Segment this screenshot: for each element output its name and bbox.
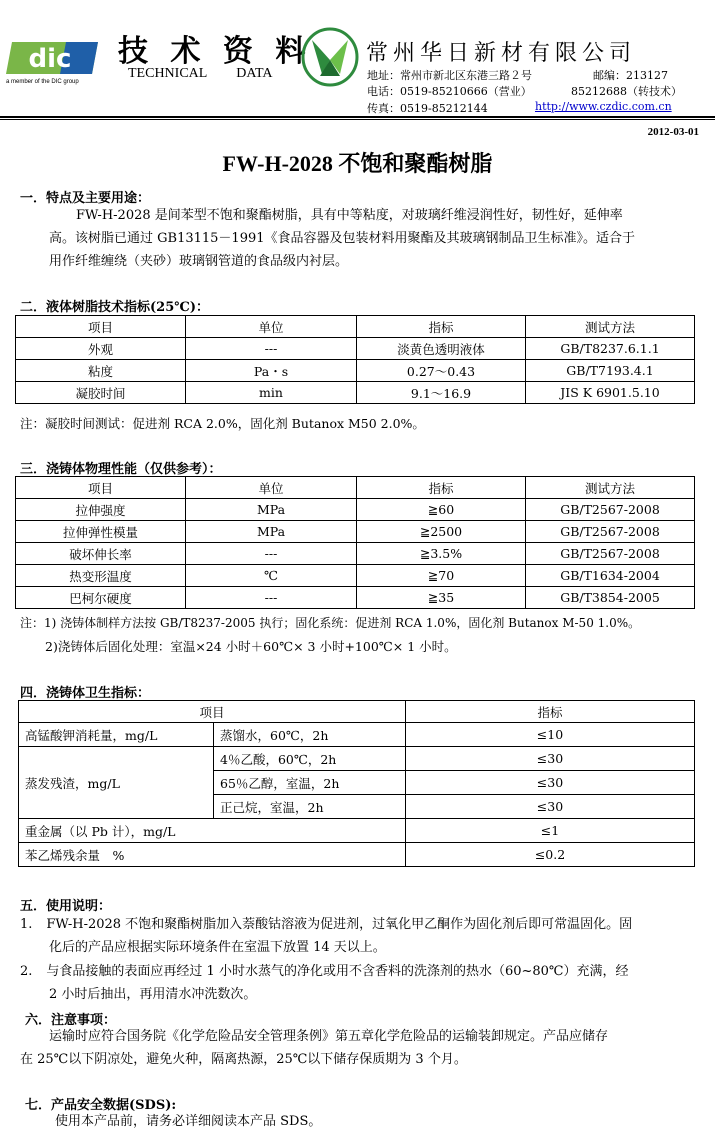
table-cell: ≤0.2: [406, 843, 695, 867]
table-cell: 重金属（以 Pb 计），mg/L: [19, 819, 406, 843]
table-cell: GB/T1634-2004: [526, 565, 695, 587]
table-row: [19, 819, 695, 843]
header-divider-thin: [0, 119, 715, 120]
section2-note: 注：凝胶时间测试：促进剂 RCA 2.0%，固化剂 Butanox M50 2.0%。: [20, 416, 425, 431]
table-row: [16, 521, 695, 543]
table-header-cell: 测试方法: [526, 477, 695, 499]
dic-caption: a member of the DIC group: [6, 79, 79, 85]
table-cell: 9.1～16.9: [357, 382, 526, 404]
table-cell: Pa・s: [186, 360, 357, 382]
usage-item-2: [20, 960, 628, 983]
table-header-cell: 单位: [186, 477, 357, 499]
table-header-cell: 指标: [406, 701, 695, 723]
table-cell: JIS K 6901.5.10: [526, 382, 695, 404]
section1-line-1: FW-H-2028 是间苯型不饱和聚酯树脂，具有中等粘度，对玻璃纤维浸润性好，韧性好，延伸率: [76, 208, 623, 223]
table-cell: ℃: [186, 565, 357, 587]
company-address: 地址：常州市新北区东港三路２号: [367, 69, 532, 82]
table-cell: 破坏伸长率: [16, 543, 186, 565]
company-name: 常州华日新材有限公司: [366, 41, 637, 66]
table-cell: ≧2500: [357, 521, 526, 543]
table-header-row: [16, 477, 695, 499]
hygiene-index-table: [18, 700, 695, 867]
table-row: [16, 338, 695, 360]
usage-item-1-line-2: 化后的产品应根据实际环境条件在室温下放置 14 天以上。: [49, 940, 386, 955]
table-header-row: [16, 316, 695, 338]
section1-line-3: 用作纤维缠绕（夹砂）玻璃钢管道的食品级内衬层。: [49, 254, 349, 269]
table-cell: 苯乙烯残余量 %: [19, 843, 406, 867]
table-cell: GB/T3854-2005: [526, 587, 695, 609]
table-cell: ≧35: [357, 587, 526, 609]
section3-note-1: 注：1) 浇铸体制样方法按 GB/T8237-2005 执行；固化系统：促进剂 RCA 1.0%，固化剂 Butanox M-50 1.0%。: [20, 616, 641, 630]
table-cell: GB/T2567-2008: [526, 499, 695, 521]
table-cell: GB/T2567-2008: [526, 543, 695, 565]
table-cell: ≤1: [406, 819, 695, 843]
usage-item-2-number: 2.: [20, 964, 33, 979]
doc-type-title: 技 术 资 料: [118, 34, 312, 69]
table-header-cell: 指标: [357, 477, 526, 499]
company-postcode: 邮编：213127: [593, 69, 668, 82]
table-cell: ≤30: [406, 747, 695, 771]
section5-heading: 五．使用说明：: [20, 899, 112, 914]
company-logo-icon: [300, 26, 360, 88]
header-divider: [0, 116, 715, 118]
usage-item-1-number: 1.: [20, 917, 33, 932]
table-header-cell: 项目: [16, 477, 186, 499]
table-cell: 蒸发残渣，mg/L: [19, 747, 214, 819]
table-cell: 巴柯尔硬度: [16, 587, 186, 609]
table-cell: ---: [186, 543, 357, 565]
table-cell: 拉伸弹性模量: [16, 521, 186, 543]
table-header-cell: 项目: [16, 316, 186, 338]
cast-physical-properties-table: [15, 476, 695, 609]
table-cell: ≤30: [406, 795, 695, 819]
table-cell: ≤10: [406, 723, 695, 747]
table-row: [16, 543, 695, 565]
section7-heading: 七．产品安全数据(SDS):: [25, 1098, 177, 1113]
dic-logo-text: dic: [28, 44, 72, 74]
table-row: [16, 382, 695, 404]
table-cell: MPa: [186, 521, 357, 543]
product-title: FW-H-2028 不饱和聚酯树脂: [222, 151, 493, 176]
table-header-cell: 单位: [186, 316, 357, 338]
table-row: [16, 565, 695, 587]
table-cell: ≧3.5%: [357, 543, 526, 565]
table-row: [16, 587, 695, 609]
usage-item-2-line-2: 2 小时后抽出，再用清水冲洗数次。: [49, 987, 257, 1002]
table-header-cell: 测试方法: [526, 316, 695, 338]
table-cell: 拉伸强度: [16, 499, 186, 521]
liquid-resin-spec-table: [15, 315, 695, 404]
usage-item-2-line-1: 与食品接触的表面应再经过 1 小时水蒸气的净化或用不含香料的洗涤剂的热水（60~80℃）充满，经: [46, 964, 629, 979]
table-cell: ---: [186, 587, 357, 609]
table-cell: 4％乙酸，60℃，2h: [214, 747, 406, 771]
section4-heading: 四．浇铸体卫生指标：: [20, 686, 151, 701]
table-row: [19, 723, 695, 747]
table-cell: GB/T2567-2008: [526, 521, 695, 543]
table-header-row: [19, 701, 695, 723]
table-cell: 凝胶时间: [16, 382, 186, 404]
dic-logo-icon: [6, 38, 102, 78]
document-date: 2012-03-01: [647, 126, 699, 138]
table-cell: ---: [186, 338, 357, 360]
company-website-link[interactable]: http://www.czdic.com.cn: [535, 100, 672, 113]
doc-type-subtitle: TECHNICAL DATA: [128, 66, 273, 81]
table-row: [16, 499, 695, 521]
table-cell: min: [186, 382, 357, 404]
table-cell: 外观: [16, 338, 186, 360]
table-cell: ≤30: [406, 771, 695, 795]
section6-line-2: 在 25℃以下阴凉处，避免火种，隔离热源，25℃以下储存保质期为 3 个月。: [20, 1052, 467, 1067]
section6-heading: 六．注意事项：: [25, 1013, 117, 1028]
table-cell: 0.27～0.43: [357, 360, 526, 382]
table-cell: 正己烷，室温，2h: [214, 795, 406, 819]
section6-line-1: 运输时应符合国务院《化学危险品安全管理条例》第五章化学危险品的运输装卸规定。产品应储存: [49, 1029, 609, 1044]
table-cell: 高锰酸钾消耗量，mg/L: [19, 723, 214, 747]
table-cell: 蒸馏水，60℃，2h: [214, 723, 406, 747]
table-row: [19, 747, 695, 771]
table-cell: ≧70: [357, 565, 526, 587]
company-tel: 电话：0519-85210666（营业）: [367, 85, 532, 98]
table-cell: GB/T8237.6.1.1: [526, 338, 695, 360]
usage-item-1-line-1: FW-H-2028 不饱和聚酯树脂加入萘酸钴溶液为促进剂，过氧化甲乙酮作为固化剂后即可常温固化。固: [46, 917, 633, 932]
section7-line: 使用本产品前，请务必详细阅读本产品 SDS。: [55, 1114, 322, 1129]
table-cell: ≧60: [357, 499, 526, 521]
table-cell: 65％乙醇，室温，2h: [214, 771, 406, 795]
table-cell: 淡黄色透明液体: [357, 338, 526, 360]
usage-item-1: [20, 913, 632, 936]
table-row: [16, 360, 695, 382]
section3-heading: 三．浇铸体物理性能（仅供参考）：: [20, 462, 222, 477]
table-row: [19, 843, 695, 867]
section3-note-2: 2)浇铸体后固化处理：室温×24 小时＋60℃× 3 小时+100℃× 1 小时。: [45, 639, 457, 654]
table-header-cell: 项目: [19, 701, 406, 723]
section2-heading: 二．液体树脂技术指标(25℃)：: [20, 300, 209, 315]
table-cell: 粘度: [16, 360, 186, 382]
section1-line-2: 高。该树脂已通过 GB13115－1991《食品容器及包装材料用聚酯及其玻璃钢制品卫生标准》。适合于: [49, 231, 636, 246]
company-fax: 传真：0519-85212144: [367, 102, 488, 115]
table-header-cell: 指标: [357, 316, 526, 338]
table-cell: MPa: [186, 499, 357, 521]
table-cell: 热变形温度: [16, 565, 186, 587]
company-tel-tech: 85212688（转技术）: [571, 85, 682, 98]
section1-heading: 一．特点及主要用途：: [20, 191, 151, 206]
table-cell: GB/T7193.4.1: [526, 360, 695, 382]
